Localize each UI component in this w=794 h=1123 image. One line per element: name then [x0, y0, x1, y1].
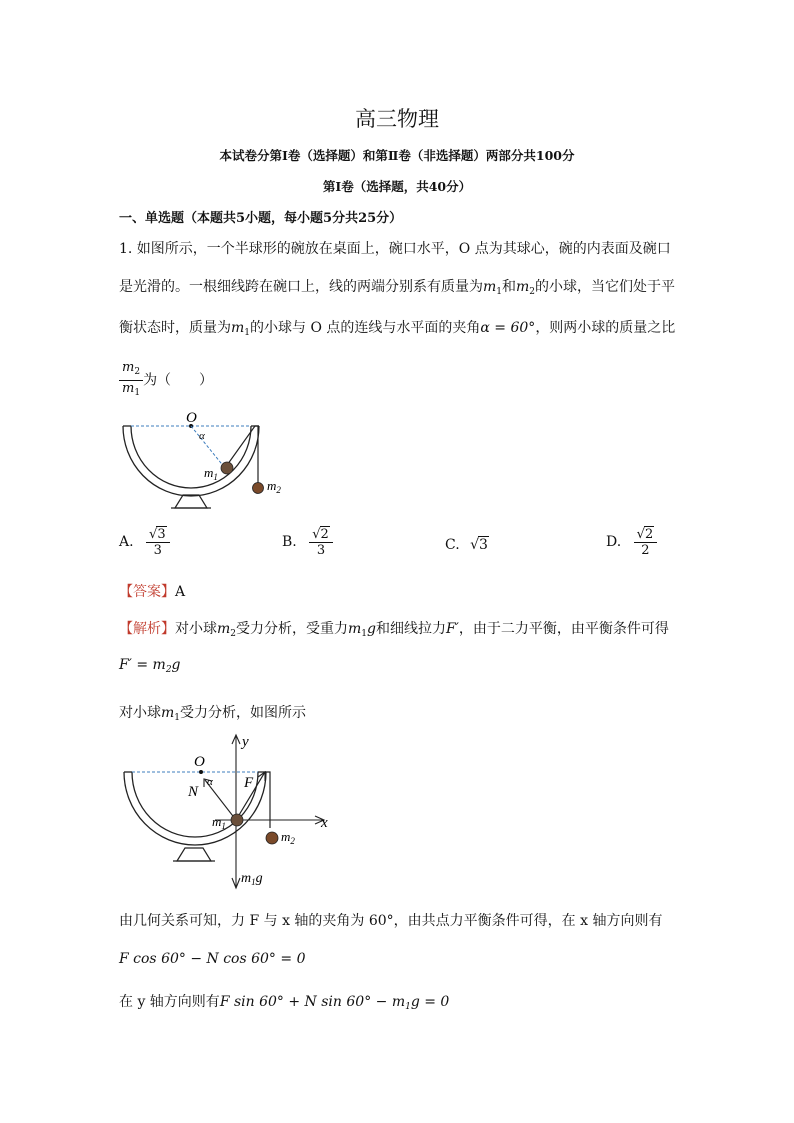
label-N: N	[188, 784, 199, 800]
label-y: y	[242, 734, 249, 750]
option-c[interactable]: C. √3	[445, 537, 488, 553]
bowl-figure-1	[115, 408, 300, 513]
equation-1: $F' = m_2g$	[119, 657, 181, 675]
exam-subtitle: 本试卷分第Ⅰ卷（选择题）和第Ⅱ卷（非选择题）两部分共100分	[219, 148, 575, 163]
label-x: x	[321, 815, 328, 831]
analysis-line-1: 【解析】对小球$m_2$受力分析，受重力$m_1g$和细线拉力F′，由于二力平衡，由平衡条件可得	[119, 621, 669, 639]
option-a[interactable]: A. $\frac{√3}{3}$	[119, 526, 170, 558]
analysis-line-4: 在 y 轴方向则有F sin 60° + N $\sin 60^\circ - m_1g = 0$	[119, 994, 450, 1012]
ball-m1	[221, 462, 233, 474]
section-heading: 一、单选题（本题共5小题，每小题5分共25分）	[119, 211, 403, 226]
force-diagram	[115, 728, 340, 898]
center-point	[199, 770, 203, 774]
label-F: F	[244, 775, 254, 791]
ball-m2	[266, 832, 278, 844]
question-line-1: 1. 如图所示，一个半球形的碗放在桌面上，碗口水平，O 点为其球心，碗的内表面及碗口	[119, 241, 671, 257]
answer-line: 【答案】A	[119, 584, 186, 600]
label-m1: $m_1$	[204, 465, 218, 482]
part-heading: 第Ⅰ卷（选择题，共40分）	[322, 179, 472, 194]
label-m2: $m_2$	[267, 478, 281, 495]
ball-m2	[253, 483, 264, 494]
page-title: 高三物理	[355, 107, 439, 131]
label-alpha: α	[199, 430, 205, 442]
label-O: O	[194, 754, 205, 770]
ball-m1	[231, 814, 243, 826]
analysis-line-3: 由几何关系可知，力 F 与 x 轴的夹角为 60°，由共点力平衡条件可得，在 x 轴方向则有	[119, 913, 663, 929]
label-m2: $m_2$	[281, 829, 295, 846]
question-line-3: 衡状态时，质量为$m_1$的小球与 O 点的连线与水平面的夹角α = 60°，则两小球的质量之比	[119, 320, 676, 338]
option-d[interactable]: D. $\frac{√2}{2}$	[606, 526, 657, 558]
radius-line	[191, 426, 225, 468]
equation-2: F cos 60° − N cos 60° = 0	[119, 951, 306, 967]
question-ratio: $\frac{m_2}{m_1}$ 为（ ）	[119, 360, 213, 401]
tension-arrow	[258, 772, 265, 781]
question-line-2: 是光滑的。一根细线跨在碗口上，线的两端分别系有质量为$m_1$和$m_2$的小球，当它们处于平	[119, 279, 676, 297]
bowl	[123, 426, 259, 508]
label-m1: $m_1$	[212, 814, 226, 831]
label-alpha: α	[207, 776, 213, 788]
option-b[interactable]: B. $\frac{√2}{3}$	[282, 526, 333, 558]
analysis-line-2: 对小球$m_1$受力分析，如图所示	[119, 705, 307, 723]
label-m1g: $m_1g$	[241, 871, 263, 887]
label-O: O	[186, 410, 197, 426]
